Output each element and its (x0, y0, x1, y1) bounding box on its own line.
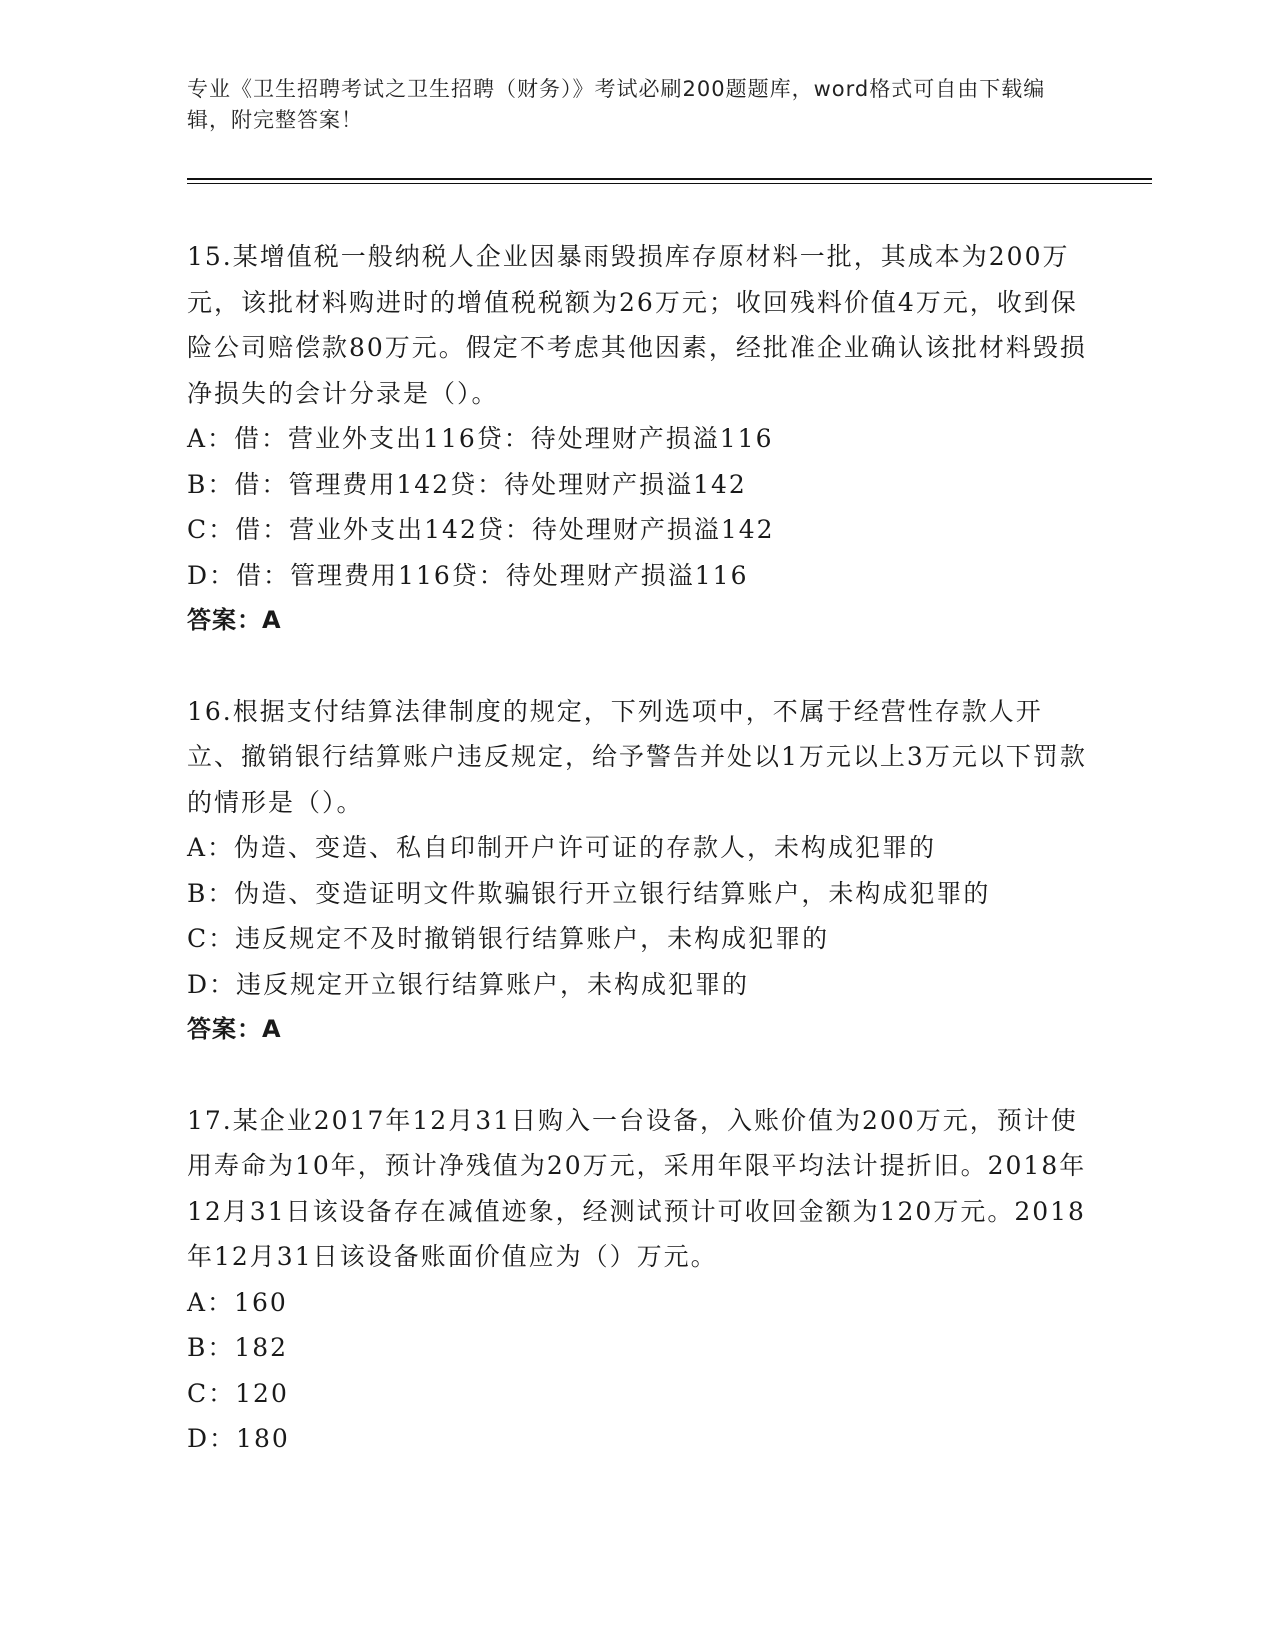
option-a: A：借：营业外支出116贷：待处理财产损溢116 (187, 424, 774, 453)
answer-line: 答案：A (187, 606, 282, 634)
header-divider-thin (187, 183, 1152, 184)
document-header: 专业《卫生招聘考试之卫生招聘（财务）》考试必刷200题题库，word格式可自由下载编辑，附完整答案！ (187, 77, 1046, 132)
option-d: D：180 (187, 1424, 290, 1453)
option-b: B：182 (187, 1333, 289, 1362)
question-stem: 16.根据支付结算法律制度的规定，下列选项中，不属于经营性存款人开立、撤销银行结算账户违反规定，给予警告并处以1万元以上3万元以下罚款的情形是（）。 (187, 696, 1087, 817)
option-d: D：违反规定开立银行结算账户，未构成犯罪的 (187, 969, 750, 999)
question-16 (187, 689, 1087, 1053)
question-15 (187, 234, 1087, 644)
header-divider (187, 178, 1152, 180)
option-a: A：160 (187, 1287, 288, 1317)
question-stem: 15.某增值税一般纳税人企业因暴雨毁损库存原材料一批，其成本为200万元，该批材料购进时的增值税税额为26万元；收回残料价值4万元，收到保险公司赔偿款80万元。假定不考虑其他因素，经批准企业确认该批材料毁损净损失的会计分录是（）。 (187, 242, 1087, 408)
question-stem: 17.某企业2017年12月31日购入一台设备，入账价值为200万元，预计使用寿命为10年，预计净残值为20万元，采用年限平均法计提折旧。2018年12月31日该设备存在减值迹象，经测试预计可收回金额为120万元。2018年12月31日该设备账面价值应为（）万元。 (187, 1105, 1087, 1271)
option-d: D：借：管理费用116贷：待处理财产损溢116 (187, 560, 749, 590)
option-c: C：借：营业外支出142贷：待处理财产损溢142 (187, 515, 775, 544)
option-a: A：伪造、变造、私自印制开户许可证的存款人，未构成犯罪的 (187, 833, 937, 862)
answer-line: 答案：A (187, 1015, 282, 1043)
question-list (187, 234, 1087, 1462)
option-c: C：120 (187, 1378, 289, 1408)
option-b: B：借：管理费用142贷：待处理财产损溢142 (187, 469, 747, 499)
question-17 (187, 1098, 1087, 1462)
option-b: B：伪造、变造证明文件欺骗银行开立银行结算账户，未构成犯罪的 (187, 878, 991, 908)
option-c: C：违反规定不及时撤销银行结算账户，未构成犯罪的 (187, 924, 830, 953)
